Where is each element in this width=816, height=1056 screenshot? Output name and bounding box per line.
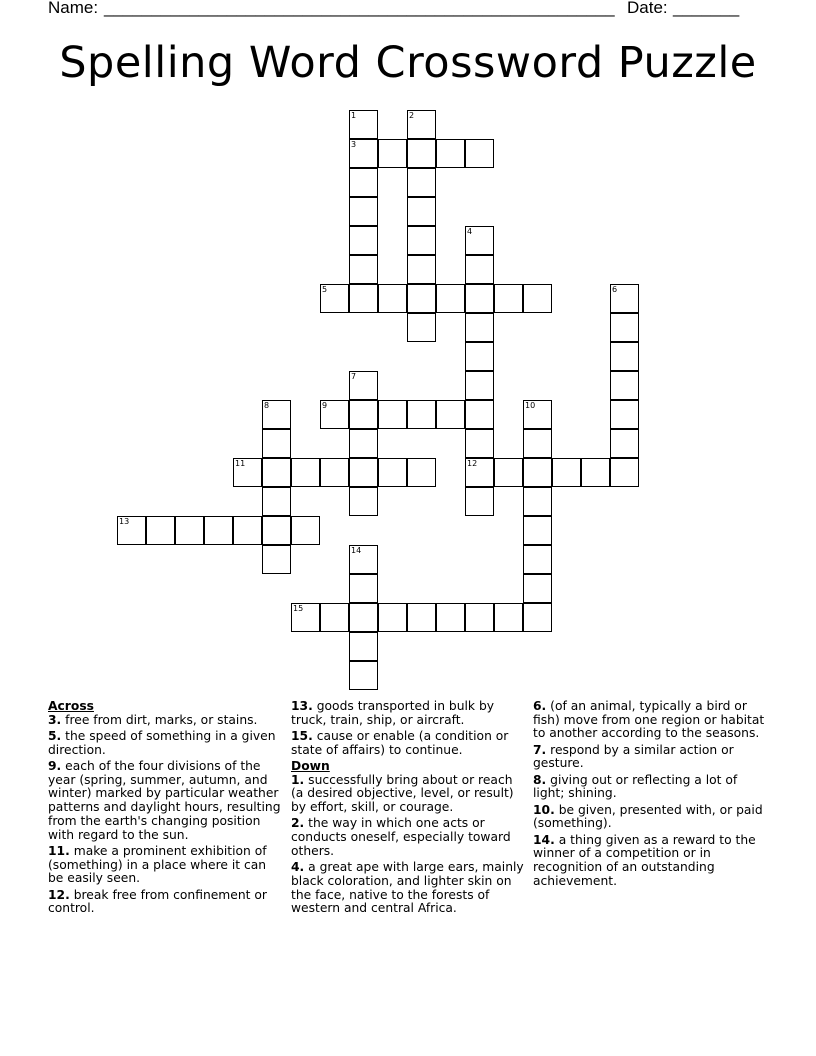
clue-number: 6 — [612, 285, 618, 294]
grid-cell[interactable] — [262, 458, 291, 487]
grid-cell[interactable] — [523, 516, 552, 545]
grid-cell[interactable] — [349, 110, 378, 139]
grid-cell[interactable] — [523, 458, 552, 487]
grid-cell[interactable] — [291, 603, 320, 632]
down-clue-7: 7. respond by a similar action or gesture. — [533, 742, 734, 771]
grid-cell[interactable] — [378, 139, 407, 168]
grid-cell[interactable] — [494, 458, 523, 487]
clue-column-1 — [48, 700, 283, 919]
clue-number: 7 — [351, 372, 357, 381]
grid-cell[interactable] — [349, 545, 378, 574]
grid-cell[interactable] — [523, 574, 552, 603]
grid-cell[interactable] — [349, 371, 378, 400]
grid-cell[interactable] — [407, 197, 436, 226]
grid-cell[interactable] — [262, 429, 291, 458]
across-heading: Across — [48, 699, 94, 713]
grid-cell[interactable] — [407, 110, 436, 139]
clue-number: 11 — [235, 459, 246, 468]
grid-cell[interactable] — [465, 284, 494, 313]
grid-cell[interactable] — [262, 545, 291, 574]
grid-cell[interactable] — [494, 284, 523, 313]
grid-cell[interactable] — [407, 255, 436, 284]
grid-cell[interactable] — [523, 400, 552, 429]
grid-cell[interactable] — [407, 139, 436, 168]
grid-cell[interactable] — [407, 603, 436, 632]
clue-number: 12 — [467, 459, 478, 468]
grid-cell[interactable] — [320, 458, 349, 487]
grid-cell[interactable] — [407, 284, 436, 313]
clue-number: 5 — [322, 285, 328, 294]
across-clue-9: 9. each of the four divisions of the year (spring, summer, autumn, and winter) marked by particular weather patterns and daylight hours, resulting from the earth's changing position with regard to the sun. — [48, 759, 281, 842]
across-clue-15: 15. cause or enable (a condition or state of affairs) to continue. — [291, 729, 509, 757]
grid-cell[interactable] — [320, 284, 349, 313]
clue-number: 14 — [351, 546, 362, 555]
grid-cell[interactable] — [233, 458, 262, 487]
grid-cell[interactable] — [610, 342, 639, 371]
grid-cell[interactable] — [523, 487, 552, 516]
grid-cell[interactable] — [436, 139, 465, 168]
grid-cell[interactable] — [465, 487, 494, 516]
page-title: Spelling Word Crossword Puzzle — [59, 38, 757, 88]
grid-cell[interactable] — [407, 226, 436, 255]
grid-cell[interactable] — [465, 342, 494, 371]
grid-cell[interactable] — [349, 632, 378, 661]
grid-cell[interactable] — [407, 168, 436, 197]
grid-cell[interactable] — [610, 371, 639, 400]
grid-cell[interactable] — [610, 458, 639, 487]
grid-cell[interactable] — [581, 458, 610, 487]
date-label: Date: — [627, 0, 668, 17]
down-clue-1: 1. successfully bring about or reach (a desired objective, level, or result) by effort, skill, or courage. — [291, 772, 514, 815]
grid-cell[interactable] — [378, 458, 407, 487]
grid-cell[interactable] — [233, 516, 262, 545]
clue-number: 2 — [409, 111, 415, 120]
clue-number: 4 — [467, 227, 473, 236]
grid-cell[interactable] — [349, 197, 378, 226]
grid-cell[interactable] — [378, 400, 407, 429]
grid-cell[interactable] — [523, 603, 552, 632]
grid-cell[interactable] — [349, 574, 378, 603]
grid-cell[interactable] — [349, 429, 378, 458]
grid-cell[interactable] — [523, 284, 552, 313]
grid-cell[interactable] — [436, 603, 465, 632]
grid-cell[interactable] — [146, 516, 175, 545]
grid-cell[interactable] — [349, 603, 378, 632]
grid-cell[interactable] — [610, 429, 639, 458]
grid-cell[interactable] — [610, 400, 639, 429]
down-clue-8: 8. giving out or reflecting a lot of light; shining. — [533, 772, 738, 801]
down-clue-10: 10. be given, presented with, or paid (something). — [533, 802, 763, 831]
grid-cell[interactable] — [465, 400, 494, 429]
grid-cell[interactable] — [465, 458, 494, 487]
grid-cell[interactable] — [465, 371, 494, 400]
clue-column-2 — [291, 700, 526, 919]
grid-cell[interactable] — [436, 400, 465, 429]
down-clue-6: 6. (of an animal, typically a bird or fish) move from one region or habitat to another according to the seasons. — [533, 699, 765, 741]
grid-cell[interactable] — [465, 139, 494, 168]
across-clue-5: 5. the speed of something in a given direction. — [48, 729, 276, 757]
grid-cell[interactable] — [494, 603, 523, 632]
grid-cell[interactable] — [465, 255, 494, 284]
grid-cell[interactable] — [407, 458, 436, 487]
grid-cell[interactable] — [436, 284, 465, 313]
grid-cell[interactable] — [262, 487, 291, 516]
down-heading: Down — [291, 759, 330, 773]
grid-cell[interactable] — [291, 516, 320, 545]
clue-number: 8 — [264, 401, 270, 410]
clue-number: 13 — [119, 517, 130, 526]
clue-column-3 — [533, 700, 768, 891]
clue-number: 10 — [525, 401, 536, 410]
grid-cell[interactable] — [378, 603, 407, 632]
clue-number: 15 — [293, 604, 304, 613]
grid-cell[interactable] — [523, 429, 552, 458]
clue-number: 9 — [322, 401, 328, 410]
name-field[interactable]: ______________________________________________________ — [104, 0, 615, 17]
date-field[interactable]: _______ — [673, 0, 740, 17]
grid-cell[interactable] — [465, 226, 494, 255]
across-clue-13: 13. goods transported in bulk by truck, train, ship, or aircraft. — [291, 699, 495, 727]
grid-cell[interactable] — [523, 545, 552, 574]
grid-cell[interactable] — [552, 458, 581, 487]
down-clue-14: 14. a thing given as a reward to the winner of a competition or in recognition of an outstanding achievement. — [533, 832, 756, 888]
down-clue-2: 2. the way in which one acts or conducts oneself, especially toward others. — [291, 816, 511, 858]
clue-number: 3 — [351, 140, 357, 149]
grid-cell[interactable] — [349, 255, 378, 284]
grid-cell[interactable] — [407, 313, 436, 342]
grid-cell[interactable] — [349, 226, 378, 255]
grid-cell[interactable] — [349, 139, 378, 168]
grid-cell[interactable] — [349, 400, 378, 429]
grid-cell[interactable] — [407, 400, 436, 429]
grid-cell[interactable] — [465, 603, 494, 632]
grid-cell[interactable] — [291, 458, 320, 487]
grid-cell[interactable] — [349, 284, 378, 313]
grid-cell[interactable] — [349, 168, 378, 197]
clue-number: 1 — [351, 111, 357, 120]
grid-cell[interactable] — [465, 313, 494, 342]
grid-cell[interactable] — [465, 429, 494, 458]
grid-cell[interactable] — [175, 516, 204, 545]
grid-cell[interactable] — [378, 284, 407, 313]
down-clue-4: 4. a great ape with large ears, mainly black coloration, and lighter skin on the face, native to the forests of western and central Africa. — [291, 860, 524, 916]
across-clue-11: 11. make a prominent exhibition of (something) in a place where it can be easily seen. — [48, 843, 267, 886]
grid-cell[interactable] — [204, 516, 233, 545]
grid-cell[interactable] — [262, 400, 291, 429]
grid-cell[interactable] — [117, 516, 146, 545]
grid-cell[interactable] — [610, 284, 639, 313]
across-clue-12: 12. break free from confinement or control. — [48, 887, 267, 916]
grid-cell[interactable] — [262, 516, 291, 545]
grid-cell[interactable] — [349, 661, 378, 690]
grid-cell[interactable] — [610, 313, 639, 342]
grid-cell[interactable] — [320, 400, 349, 429]
across-clue-3: 3. free from dirt, marks, or stains. — [48, 712, 258, 727]
grid-cell[interactable] — [320, 603, 349, 632]
name-label: Name: — [48, 0, 99, 17]
grid-cell[interactable] — [349, 487, 378, 516]
grid-cell[interactable] — [349, 458, 378, 487]
